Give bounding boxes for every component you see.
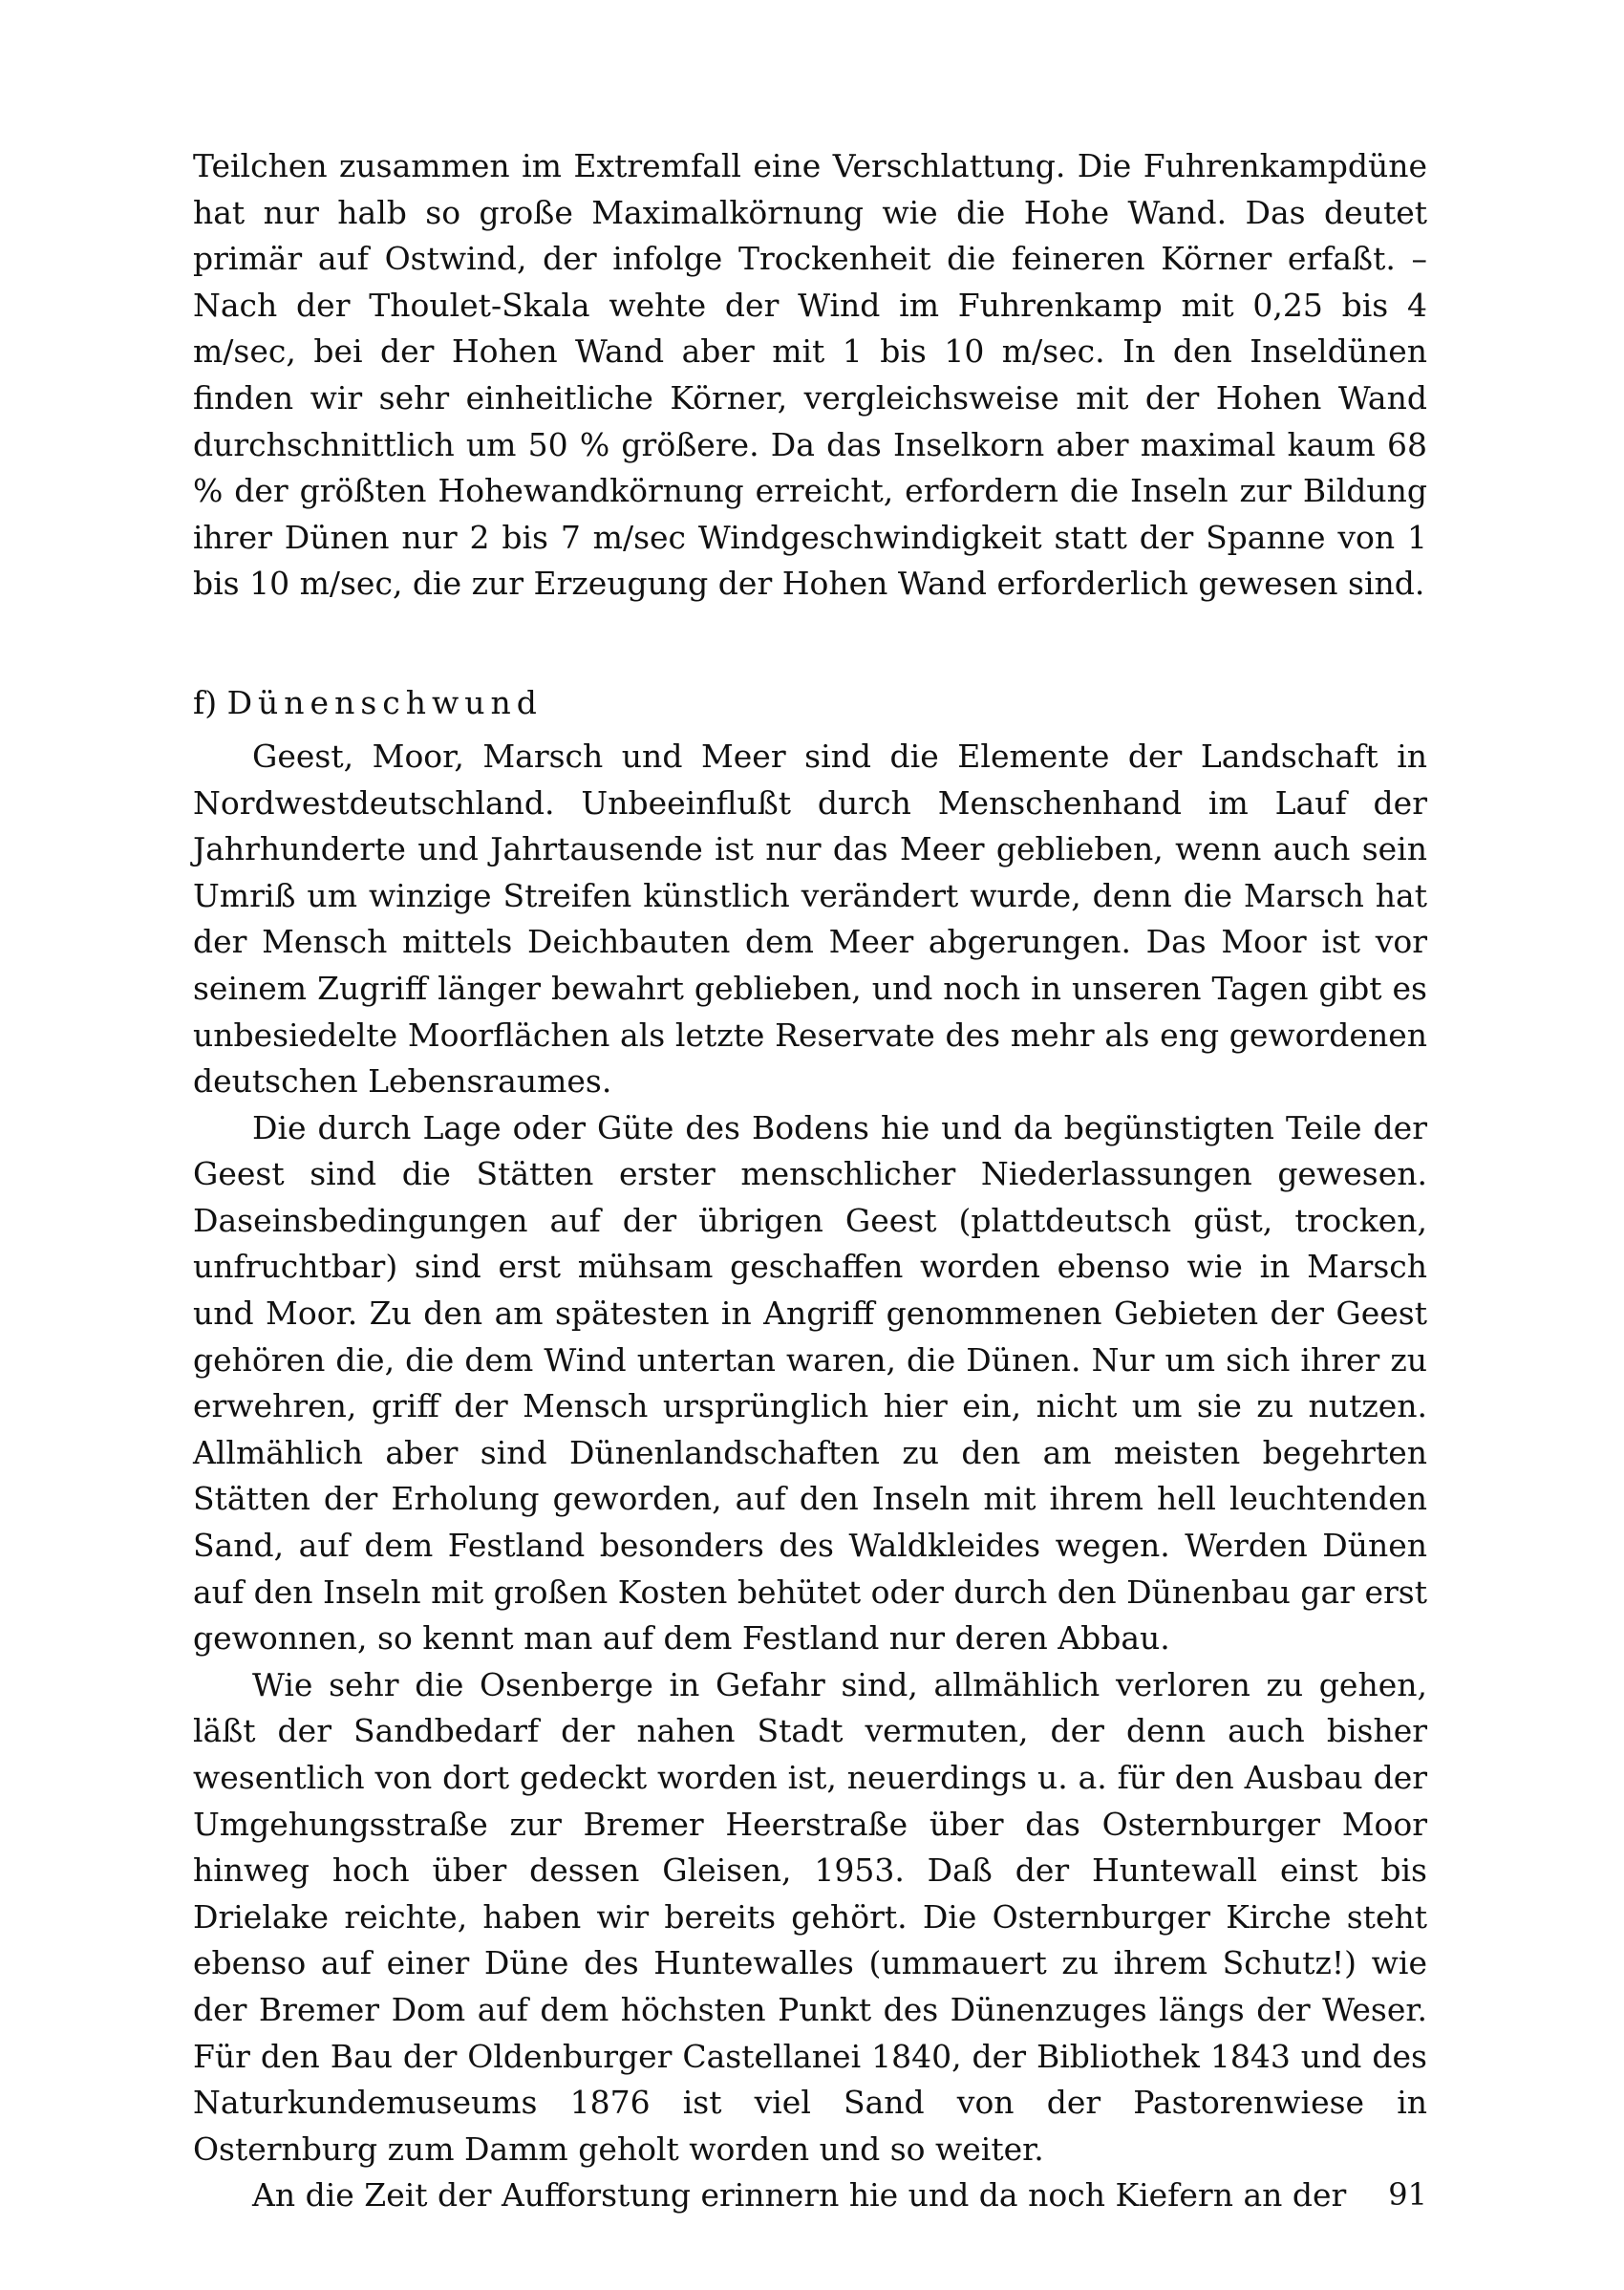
section-title: Dünenschwund [226,683,543,721]
page-body [193,143,1427,2219]
paragraph-landscape-elements: Geest, Moor, Marsch und Meer sind die Elemente der Landschaft in Nordwestdeutschland. Unbeeinflußt durch Menschenhand im Lauf der Jahrhunderte und Jahrtausende ist nur das Meer geblieben, wenn auch sein Umriß um winzige Streifen künstlich verändert wurde, denn die Marsch hat der Mensch mittels Deichbauten dem Meer abgerungen. Das Moor ist vor seinem Zugriff länger bewahrt geblieben, und noch in unseren Tagen gibt es unbesiedelte Moorflächen als letzte Reservate des mehr als eng gewordenen deutschen Lebensraumes. [193,737,1427,1101]
paragraph-afforestation: An die Zeit der Aufforstung erinnern hie und da noch Kiefern an der [252,2176,1347,2215]
section-marker: f) [193,683,218,721]
paragraph-geest-settlement: Die durch Lage oder Güte des Bodens hie und da begünstigten Teile der Geest sind die Stätten erster menschlicher Niederlassungen gewesen. Daseinsbedingungen auf der übrigen Geest (plattdeutsch güst, trocken, unfruchtbar) sind erst mühsam geschaffen worden ebenso wie in Marsch und Moor. Zu den am spätesten in Angriff genommenen Gebieten der Geest gehören die, die dem Wind untertan waren, die Dünen. Nur um sich ihrer zu erwehren, griff der Mensch ursprünglich hier ein, nicht um sie zu nutzen. Allmählich aber sind Dünenlandschaften zu den am meisten begehrten Stätten der Erholung geworden, auf den Inseln mit ihrem hell leuchtenden Sand, auf dem Festland besonders des Waldkleides wegen. Werden Dünen auf den Inseln mit großen Kosten behütet oder durch den Dünenbau gar erst gewonnen, so kennt man auf dem Festland nur deren Abbau. [193,1108,1427,1658]
page-number: 91 [1388,2176,1427,2213]
paragraph-osenberge-danger: Wie sehr die Osenberge in Gefahr sind, allmählich verloren zu gehen, läßt der Sandbedarf der nahen Stadt vermuten, der denn auch bisher wesentlich von dort gedeckt worden ist, neuerdings u. a. für den Ausbau der Umgehungsstraße zur Bremer Heerstraße über das Osternburger Moor hinweg hoch über dessen Gleisen, 1953. Daß der Huntewall einst bis Drielake reichte, haben wir bereits gehört. Die Osternburger Kirche steht ebenso auf einer Düne des Huntewalles (ummauert zu ihrem Schutz!) wie der Bremer Dom auf dem höchsten Punkt des Dünenzuges längs der Weser. Für den Bau der Oldenburger Castellanei 1840, der Bibliothek 1843 und des Naturkundemuseums 1876 ist viel Sand von der Pastorenwiese in Osternburg zum Damm geholt worden und so weiter. [193,1665,1427,2168]
paragraph-grain-analysis: Teilchen zusammen im Extremfall eine Verschlattung. Die Fuhrenkampdüne hat nur halb so große Maximalkörnung wie die Hohe Wand. Das deutet primär auf Ostwind, der infolge Trockenheit die feineren Körner erfaßt. – Nach der Thoulet-Skala wehte der Wind im Fuhrenkamp mit 0,25 bis 4 m/sec, bei der Hohen Wand aber mit 1 bis 10 m/sec. In den Inseldünen finden wir sehr einheitliche Körner, vergleichsweise mit der Hohen Wand durchschnittlich um 50 % größere. Da das Inselkorn aber maximal kaum 68 % der größten Hohewandkörnung erreicht, erfordern die Inseln zur Bildung ihrer Dünen nur 2 bis 7 m/sec Windgeschwindigkeit statt der Spanne von 1 bis 10 m/sec, die zur Erzeugung der Hohen Wand erforderlich gewesen sind. [193,147,1427,603]
section-heading [193,680,1427,726]
